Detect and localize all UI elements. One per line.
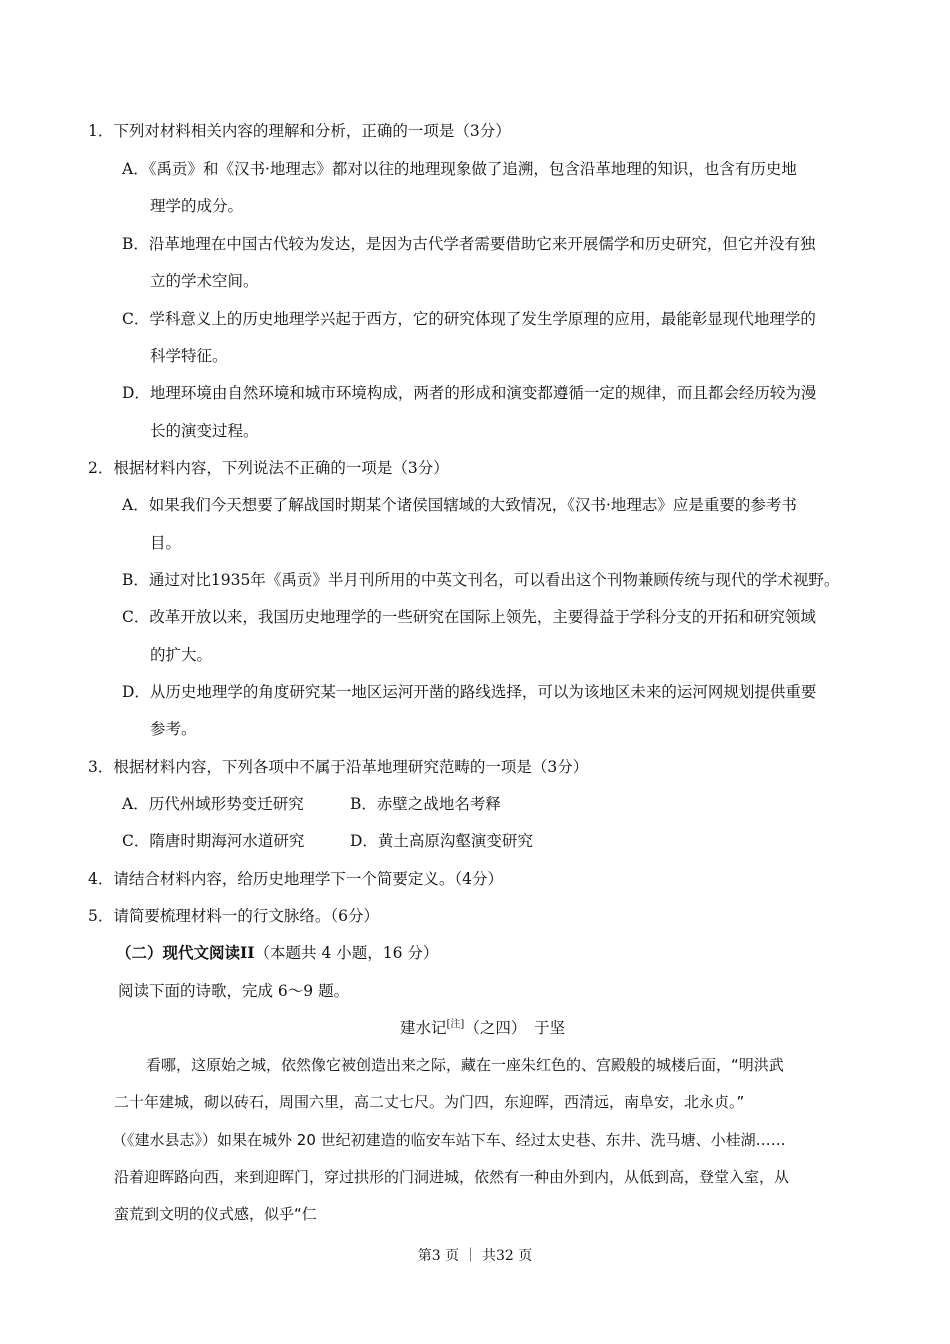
poem-line: 蛮荒到文明的仪式感，似乎“仁 xyxy=(114,1205,317,1223)
question-2-option-d: D．从历史地理学的角度研究某一地区运河开凿的路线选择，可以为该地区未来的运河网规划提供重要 xyxy=(122,683,817,701)
poem-title-main: 建水记 xyxy=(400,1019,447,1037)
question-3-option-c: C．隋唐时期海河水道研究 xyxy=(122,832,305,850)
question-1-stem: 1．下列对材料相关内容的理解和分析，正确的一项是（3分） xyxy=(88,122,511,140)
poem-line: 看哪，这原始之城，依然像它被创造出来之际，藏在一座朱红色的、宫殿般的城楼后面，“明洪武 xyxy=(146,1056,784,1074)
section-heading-note: （本题共 4 小题，16 分） xyxy=(254,944,439,962)
poem-title-rest: （之四） 于坚 xyxy=(464,1019,566,1037)
question-1-option-c: C．学科意义上的历史地理学兴起于西方，它的研究体现了发生学原理的应用，最能彰显现代地理学的 xyxy=(122,310,816,328)
poem-line: 沿着迎晖路向西，来到迎晖门，穿过拱形的门洞进城，依然有一种由外到内，从低到高，登堂入室，从 xyxy=(114,1168,790,1186)
question-3-option-b: B．赤壁之战地名考释 xyxy=(350,795,501,813)
question-1-option-b: B．沿革地理在中国古代较为发达，是因为古代学者需要借助它来开展儒学和历史研究，但它并没有独 xyxy=(122,235,816,253)
question-2-option-a-cont: 目。 xyxy=(150,534,182,552)
section-heading-title: （二）现代文阅读II xyxy=(116,943,255,962)
question-5-stem: 5．请简要梳理材料一的行文脉络。（6分） xyxy=(88,907,379,925)
poem-line: 二十年建城，砌以砖石，周围六里，高二丈七尺。为门四，东迎晖，西清远，南阜安，北永贞。” xyxy=(114,1093,745,1111)
poem-line: （《建水县志》）如果在城外 20 世纪初建造的临安车站下车、经过太史巷、东井、洗马塘、小桂湖…… xyxy=(112,1131,786,1149)
question-1-option-b-cont: 立的学术空间。 xyxy=(150,272,259,290)
question-1-option-d: D．地理环境由自然环境和城市环境构成，两者的形成和演变都遵循一定的规律，而且都会经历较为漫 xyxy=(122,384,817,402)
question-1-option-a: A．《禹贡》和《汉书·地理志》都对以往的地理现象做了追溯，包含沿革地理的知识，也含有历史地 xyxy=(122,160,797,178)
question-1-option-c-cont: 科学特征。 xyxy=(150,347,228,365)
question-3-option-a: A．历代州域形势变迁研究 xyxy=(122,795,304,813)
question-2-option-c: C．改革开放以来，我国历史地理学的一些研究在国际上领先，主要得益于学科分支的开拓和研究领域 xyxy=(122,608,816,626)
question-2-stem: 2．根据材料内容，下列说法不正确的一项是（3分） xyxy=(88,459,449,477)
question-2-option-d-cont: 参考。 xyxy=(150,720,197,738)
question-2-option-b: B．通过对比1935年《禹贡》半月刊所用的中英文刊名，可以看出这个刊物兼顾传统与现代的学术视野。 xyxy=(122,571,840,589)
question-2-option-c-cont: 的扩大。 xyxy=(150,646,213,664)
page-footer: 第3 页 ｜ 共32 页 xyxy=(417,1248,533,1264)
poem-title-note-marker: [注] xyxy=(446,1018,465,1030)
question-4-stem: 4．请结合材料内容，给历史地理学下一个简要定义。（4分） xyxy=(88,870,503,888)
question-1-option-d-cont: 长的演变过程。 xyxy=(150,422,259,440)
section-heading xyxy=(116,942,438,964)
section-instruction: 阅读下面的诗歌，完成 6～9 题。 xyxy=(118,982,350,1000)
question-1-option-a-cont: 理学的成分。 xyxy=(150,197,244,215)
question-2-option-a: A．如果我们今天想要了解战国时期某个诸侯国辖域的大致情况，《汉书·地理志》应是重要的参考书 xyxy=(122,496,797,514)
question-3-stem: 3．根据材料内容，下列各项中不属于沿革地理研究范畴的一项是（3分） xyxy=(88,758,589,776)
question-3-option-d: D．黄土高原沟壑演变研究 xyxy=(350,832,533,850)
poem-title xyxy=(400,1017,565,1039)
